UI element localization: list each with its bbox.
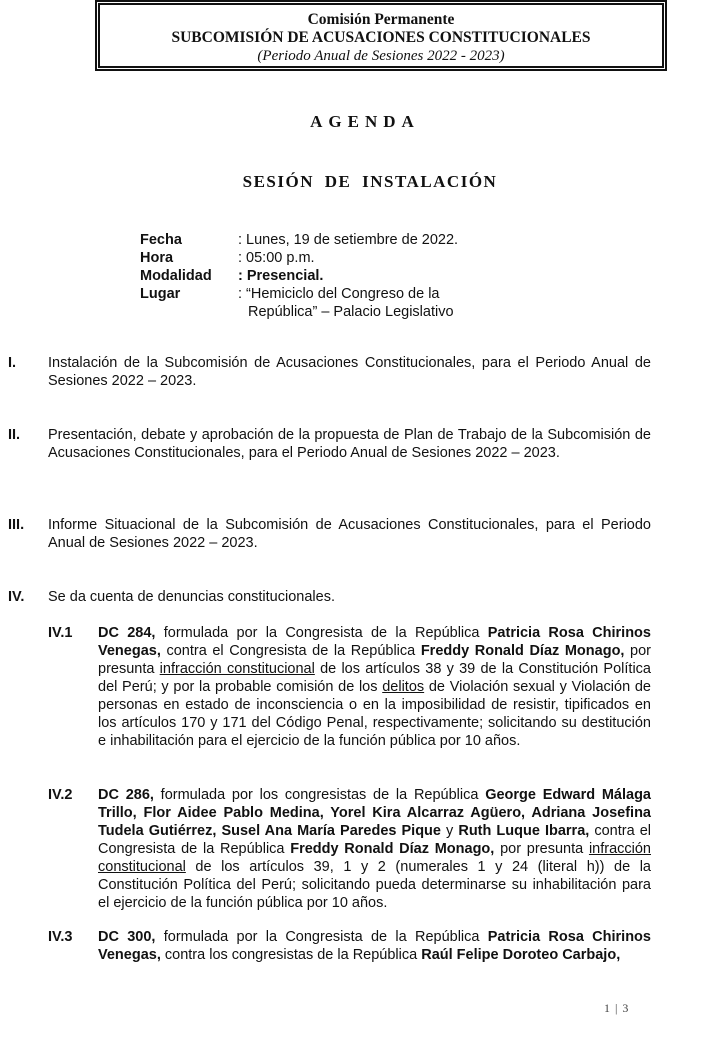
agenda-title: AGENDA: [310, 112, 420, 131]
item-text: Presentación, debate y aprobación de la propuesta de Plan de Trabajo de la Subcomisión de Acusaciones Constitucionales, para el Periodo Anual de Sesiones 2022 – 2023.: [48, 427, 651, 461]
complainant-name: Ruth Luque Ibarra,: [458, 823, 590, 839]
subitem-text: DC 286, formulada por los congresistas de la República George Edward Málaga Trillo, Flor Aidee Pablo Medina, Yorel Kira Alcarraz Agüero, Adriana Josefina Tudela Gutiérrez, Susel Ana María Paredes Pique y Ruth Luque Ibarra, contra el Congresista de la República Freddy Ronald Díaz Monago, por presunta infracción constitucional de los artículos 39, 1 y 2 (numerales 1 y 24 (literal h)) de la Constitución Política del Perú; solicitando pueda determinarse su inhabilitación para el ejercicio de la función pública por 10 años.: [98, 787, 651, 911]
info-row-lugar-cont: [140, 303, 498, 321]
lugar-value-1: : “Hemiciclo del Congreso de la: [238, 286, 440, 302]
dc-number: DC 286,: [98, 787, 154, 803]
complainant-names: George Edward Málaga Trillo, Flor Aidee Pablo Medina, Yorel Kira Alcarraz Agüero, Adriana Josefina Tudela Gutiérrez, Susel Ana María Paredes Pique: [98, 787, 651, 839]
subitem-text: DC 284, formulada por la Congresista de la República Patricia Rosa Chirinos Venegas, contra el Congresista de la República Freddy Ronald Díaz Monago, por presunta infracción constitucional de los artículos 38 y 39 de la Constitución Política del Perú; y por la probable comisión de los delitos de Violación sexual y Violación de personas en estado de inconsciencia o en la imposibilidad de resistir, tipificados en los artículos 170 y 171 del Código Penal, respectivamente; solicitando su destitución e inhabilitación para el ejercicio de la función pública por 10 años.: [98, 625, 651, 749]
session-info: [140, 231, 498, 321]
hora-value: : 05:00 p.m.: [238, 250, 315, 266]
document-header: [98, 3, 664, 68]
complainant-name: Patricia Rosa Chirinos Venegas,: [98, 929, 651, 963]
item-text: Instalación de la Subcomisión de Acusaciones Constitucionales, para el Periodo Anual de Sesiones 2022 – 2023.: [48, 355, 651, 389]
modalidad-label: Modalidad: [140, 268, 212, 284]
accused-name: Raúl Felipe Doroteo Carbajo,: [421, 947, 621, 963]
header-commission: Comisión Permanente: [307, 11, 455, 28]
hora-label: Hora: [140, 250, 174, 266]
header-period: (Periodo Anual de Sesiones 2022 - 2023): [257, 48, 505, 64]
subitem-number: IV.1: [48, 625, 73, 641]
underlined-term: delitos: [382, 679, 425, 695]
dc-number: DC 284,: [98, 625, 156, 641]
subitem-number: IV.2: [48, 787, 73, 803]
info-row-hora: [140, 249, 498, 267]
underlined-term: infracción constitucional: [98, 841, 651, 875]
fecha-label: Fecha: [140, 232, 182, 248]
lugar-label: Lugar: [140, 286, 181, 302]
session-title: SESIÓN DE INSTALACIÓN: [242, 172, 498, 191]
accused-name: Freddy Ronald Díaz Monago,: [290, 841, 495, 857]
item-number: I.: [8, 355, 17, 371]
item-text: Se da cuenta de denuncias constitucionales.: [48, 589, 335, 605]
info-row-fecha: [140, 231, 498, 249]
info-row-modalidad: [140, 267, 498, 285]
item-text: Informe Situacional de la Subcomisión de Acusaciones Constitucionales, para el Periodo Anual de Sesiones 2022 – 2023.: [48, 517, 651, 551]
subitem-number: IV.3: [48, 929, 73, 945]
underlined-term: infracción constitucional: [159, 661, 315, 677]
dc-number: DC 300,: [98, 929, 156, 945]
modalidad-value: : Presencial.: [238, 268, 324, 284]
item-number: II.: [8, 427, 21, 443]
lugar-value-2: República” – Palacio Legislativo: [248, 304, 454, 320]
page-number: 1 | 3: [604, 1001, 630, 1015]
subitem-text: DC 300, formulada por la Congresista de la República Patricia Rosa Chirinos Venegas, contra los congresistas de la República Raúl Felipe Doroteo Carbajo,: [98, 929, 651, 963]
accused-name: Freddy Ronald Díaz Monago,: [420, 643, 625, 659]
fecha-value: : Lunes, 19 de setiembre de 2022.: [238, 232, 459, 248]
header-subcommission: SUBCOMISIÓN DE ACUSACIONES CONSTITUCIONALES: [171, 29, 591, 46]
info-row-lugar: [140, 285, 498, 303]
item-number: IV.: [8, 589, 25, 605]
item-number: III.: [8, 517, 25, 533]
complainant-name: Patricia Rosa Chirinos Venegas,: [98, 625, 651, 659]
